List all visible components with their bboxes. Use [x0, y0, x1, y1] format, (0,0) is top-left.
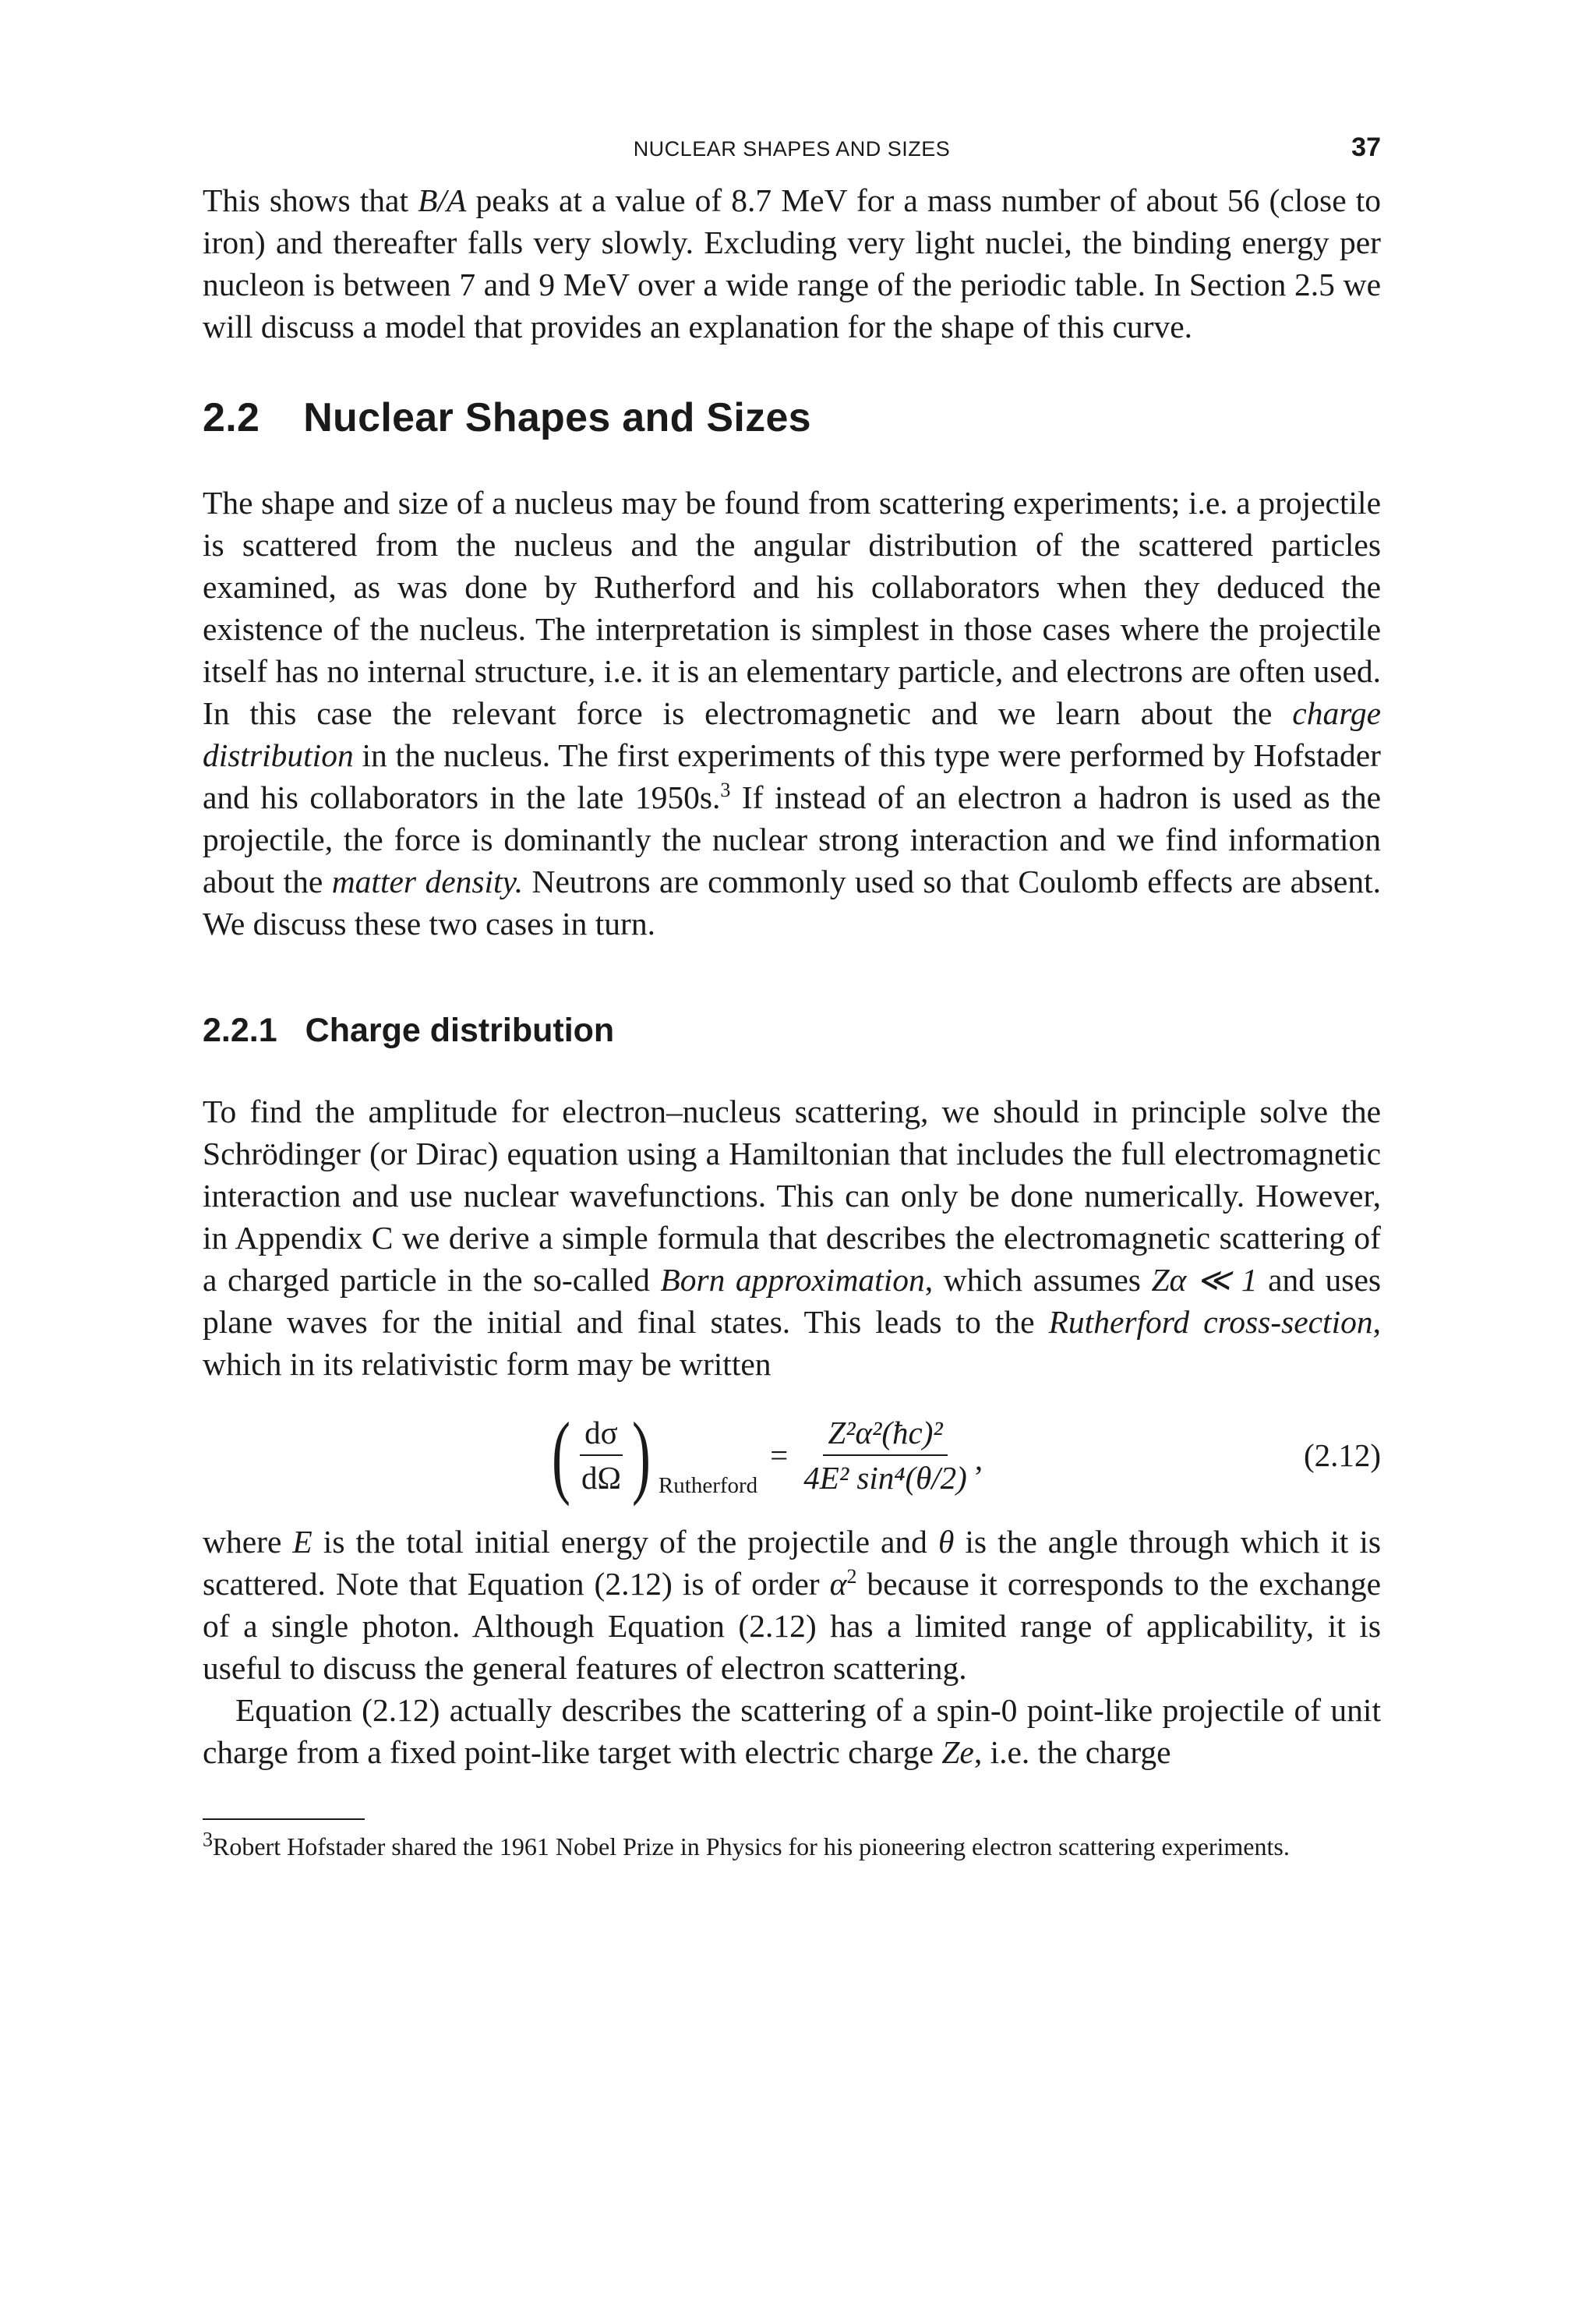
text-run: and uses plane waves for the initial and final states. This leads to the	[203, 1262, 1382, 1340]
emphasis: charge distribution	[203, 695, 1381, 773]
paragraph-spin0	[203, 1689, 1381, 1773]
text-run: because it corresponds to the exchange of a single photon. Although Equation (2.12) has a limited range of applicability, it is useful to discuss the general features of electron scattering.	[203, 1566, 1382, 1686]
running-head	[203, 133, 1381, 179]
text-run: The shape and size of a nucleus may be found from scattering experiments; i.e. a projectile is scattered from the nucleus and the angular distribution of the scattered particles examined, as was done by Rutherford and his collaborators when they deduced the existence of the nucleus. The interpretation is simplest in those cases where the projectile itself has no internal structure, i.e. it is an elementary particle, and electrons are often used. In this case the relevant force is electromagnetic and we learn about the	[203, 485, 1381, 731]
subsection-number: 2.2.1	[203, 1012, 277, 1049]
lhs-denominator: dΩ	[581, 1460, 621, 1496]
section-number: 2.2	[203, 395, 260, 440]
equation-body	[546, 1401, 983, 1510]
text-run: This shows that	[203, 182, 418, 218]
right-paren: )	[631, 1403, 651, 1507]
math-var: B/A	[418, 182, 467, 218]
book-page	[203, 133, 1381, 1862]
text-run: in the nucleus. The first experiments of this type were performed by Hofstader and his collaborators in the late 1950s.	[203, 737, 1381, 815]
emphasis: matter density.	[331, 864, 524, 899]
intro-paragraph	[203, 179, 1381, 348]
lhs-fraction	[577, 1414, 626, 1496]
text-run: is the angle through which it is scattered. Note that Equation (2.12) is of order	[203, 1524, 1381, 1602]
rhs-fraction	[799, 1414, 972, 1496]
text-run: peaks at a value of 8.7 MeV for a mass number of about 56 (close to iron) and thereafter falls very slowly. Excluding very light nuclei, the binding energy per nucleon is between 7 and 9 MeV over a wide range of the periodic table. In Section 2.5 we will discuss a model that provides an explanation for the shape of this curve.	[203, 182, 1381, 345]
page-number: 37	[1351, 133, 1381, 162]
equals-sign: =	[770, 1437, 789, 1473]
left-paren: (	[551, 1403, 570, 1507]
rhs-numerator: Z²α²(ħc)²	[823, 1414, 947, 1456]
subsection-title: Charge distribution	[305, 1012, 615, 1049]
paragraph-scattering	[203, 482, 1381, 945]
text-run: Equation (2.12) actually describes the scattering of a spin-0 point-like projectile of unit charge from a fixed point-like target with electric charge	[203, 1692, 1381, 1770]
emphasis: Rutherford cross-section	[1048, 1304, 1373, 1340]
equation-2-12	[203, 1401, 1381, 1510]
math-var: E	[292, 1524, 312, 1560]
section-heading	[203, 394, 1381, 441]
emphasis: Born approximation	[660, 1262, 925, 1298]
text-run: , which assumes	[924, 1262, 1152, 1298]
lhs-numerator: dσ	[580, 1414, 623, 1456]
math-var: α	[829, 1566, 847, 1602]
superscript: 2	[846, 1565, 857, 1588]
section-title: Nuclear Shapes and Sizes	[303, 395, 811, 440]
lhs-subscript: Rutherford	[658, 1473, 758, 1498]
running-title: NUCLEAR SHAPES AND SIZES	[633, 137, 951, 161]
footnote-reference[interactable]: 3	[720, 779, 731, 802]
paragraph-where	[203, 1521, 1381, 1689]
rhs-denominator: 4E² sin⁴(θ/2)	[803, 1460, 967, 1496]
footnote-mark: 3	[203, 1828, 213, 1851]
subsection-heading	[203, 1012, 1381, 1050]
math-var: Ze	[941, 1734, 974, 1770]
math-inline: Zα ≪ 1	[1151, 1262, 1258, 1298]
equation-comma: ,	[974, 1441, 983, 1477]
text-run: , i.e. the charge	[973, 1734, 1171, 1770]
equation-number: (2.12)	[1303, 1437, 1381, 1473]
text-run: where	[203, 1524, 293, 1560]
footnote-text: Robert Hofstader shared the 1961 Nobel Prize in Physics for his pioneering electron scattering experiments.	[213, 1832, 1290, 1860]
math-var: θ	[937, 1524, 955, 1560]
text-run: To find the amplitude for electron–nucleus scattering, we should in principle solve the Schrödinger (or Dirac) equation using a Hamiltonian that includes the full electromagnetic interaction and use nuclear wavefunctions. This can only be done numerically. However, in Appendix C we derive a simple formula that describes the electromagnetic scattering of a charged particle in the so-called	[203, 1094, 1381, 1298]
text-run: Neutrons are commonly used so that Coulomb effects are absent. We discuss these two cases in turn.	[203, 864, 1381, 942]
text-run: , which in its relativistic form may be written	[203, 1304, 1381, 1382]
footnote	[203, 1828, 1381, 1862]
paragraph-amplitude	[203, 1090, 1381, 1385]
footnote-rule	[203, 1818, 365, 1820]
text-run: is the total initial energy of the projectile and	[312, 1524, 938, 1560]
text-run: If instead of an electron a hadron is used as the projectile, the force is dominantly the nuclear strong interaction and we find information about the	[203, 779, 1381, 899]
